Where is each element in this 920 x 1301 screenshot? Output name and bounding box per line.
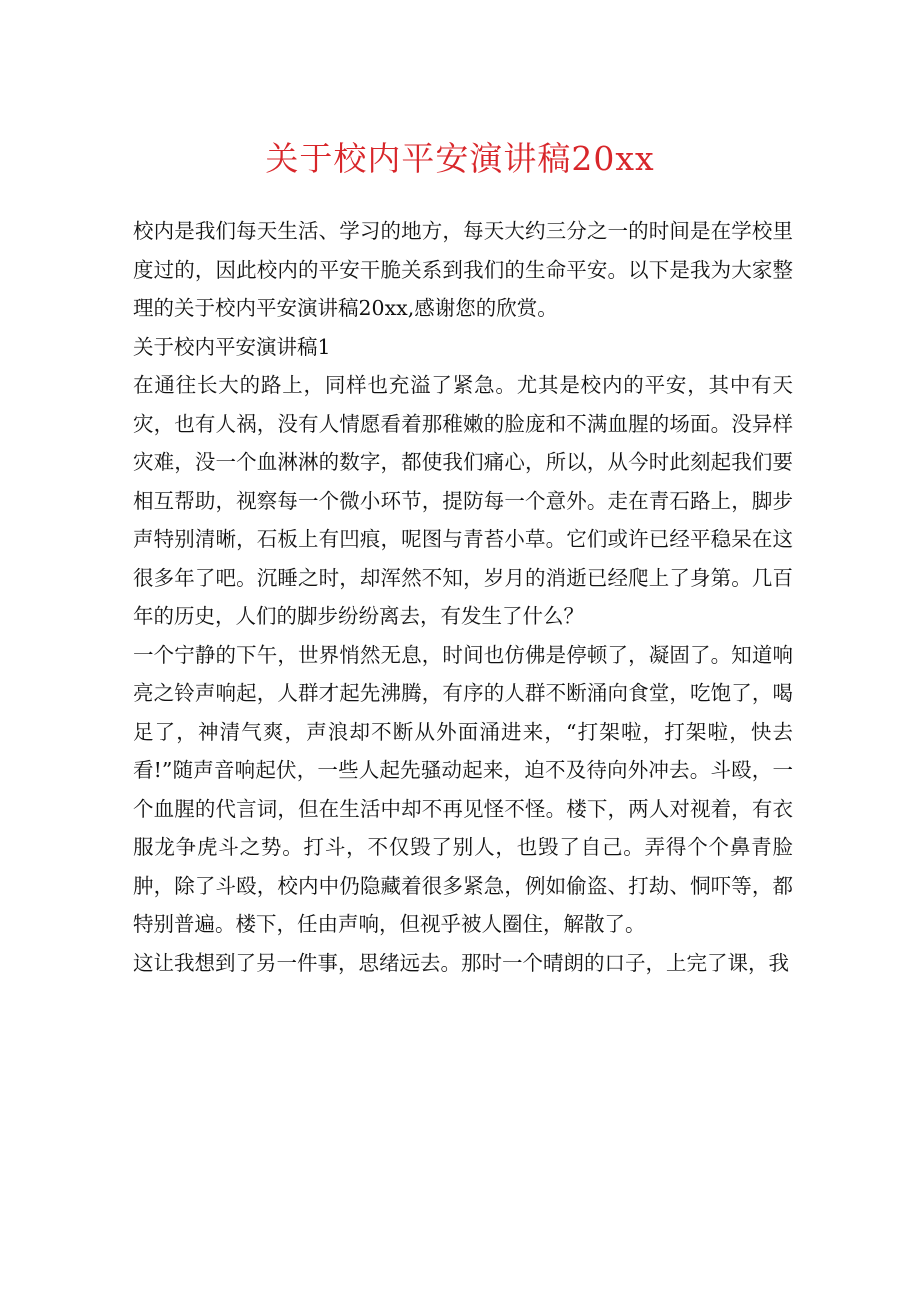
paragraph: 一个宁静的下午，世界悄然无息，时间也仿佛是停顿了，凝固了。知道响亮之铃声响起，人群才起先沸腾，有序的人群不断涌向食堂，吃饱了，喝足了，神清气爽，声浪却不断从外面涌进来，“打架啦，打架啦，快去看!”随声音响起伏，一些人起先骚动起来，迫不及待向外冲去。斗殴，一个血腥的代言词，但在生活中却不再见怪不怪。楼下，两人对视着，有衣服龙争虎斗之势。打斗，不仅毁了别人，也毁了自己。弄得个个鼻青脸肿，除了斗殴，校内中仍隐藏着很多紧急，例如偷盗、打劫、恫吓等，都特别普遍。楼下，任由声响，但视乎被人圈住，解散了。 xyxy=(133,642,793,936)
paragraph: 在通往长大的路上，同样也充溢了紧急。尤其是校内的平安，其中有天灾，也有人祸，没有人情愿看着那稚嫩的脸庞和不满血腥的场面。没异样灾难，没一个血淋淋的数字，都使我们痛心，所以，从今时此刻起我们要相互帮助，视察每一个微小环节，提防每一个意外。走在青石路上，脚步声特别清晰，石板上有凹痕，呢图与青苔小草。它们或许已经平稳呆在这很多年了吧。沉睡之时，却浑然不知，岁月的消逝已经爬上了身第。几百年的历史，人们的脚步纷纷离去，有发生了什么？ xyxy=(133,373,793,628)
paragraph: 这让我想到了另一件事，思绪远去。那时一个晴朗的口子，上完了课，我 xyxy=(133,950,789,975)
section-heading: 关于校内平安演讲稿1 xyxy=(133,334,331,359)
document-body xyxy=(133,212,793,982)
document-title: 关于校内平安演讲稿20xx xyxy=(265,139,655,178)
paragraph-intro: 校内是我们每天生活、学习的地方，每天大约三分之一的时间是在学校里度过的，因此校内的平安干脆关系到我们的生命平安。以下是我为大家整理的关于校内平安演讲稿20xx,感谢您的欣赏。 xyxy=(133,219,793,320)
